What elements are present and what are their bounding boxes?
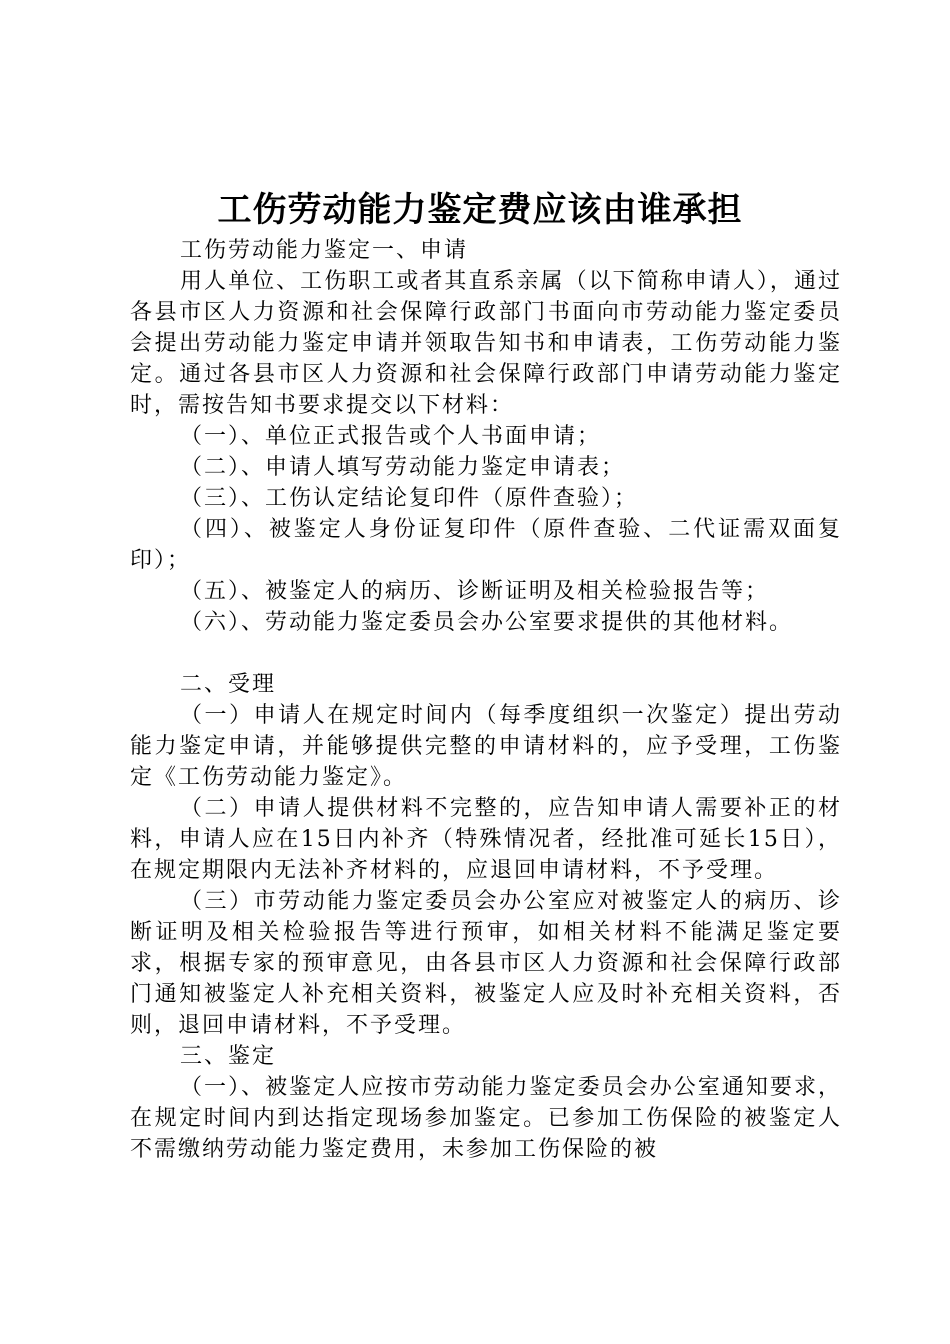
- section-heading-acceptance: 二、受理: [180, 672, 277, 697]
- list-item-6: （六）、劳动能力鉴定委员会办公室要求提供的其他材料。: [180, 610, 794, 635]
- document-title: 工伤劳动能力鉴定费应该由谁承担: [217, 190, 743, 230]
- paragraph-spacer: [130, 638, 842, 669]
- section-heading-appraisal: 三、鉴定: [180, 1044, 277, 1069]
- paragraph-acceptance-1: （一）申请人在规定时间内（每季度组织一次鉴定）提出劳动能力鉴定申请，并能够提供完整的申请材料的，应予受理，工伤鉴定《工伤劳动能力鉴定》。: [130, 703, 842, 790]
- list-item-4: （四）、被鉴定人身份证复印件（原件查验、二代证需双面复印）；: [130, 517, 842, 573]
- paragraph-application: 用人单位、工伤职工或者其直系亲属（以下简称申请人），通过各县市区人力资源和社会保障行政部门书面向市劳动能力鉴定委员会提出劳动能力鉴定申请并领取告知书和申请表，工伤劳动能力鉴定。通过各县市区人力资源和社会保障行政部门申请劳动能力鉴定时，需按告知书要求提交以下材料：: [130, 269, 842, 418]
- list-item-3: （三）、工伤认定结论复印件（原件查验）；: [180, 486, 639, 511]
- list-item-1: （一）、单位正式报告或个人书面申请；: [180, 424, 602, 449]
- paragraph-appraisal-1: （一）、被鉴定人应按市劳动能力鉴定委员会办公室通知要求，在规定时间内到达指定现场参加鉴定。已参加工伤保险的被鉴定人不需缴纳劳动能力鉴定费用，未参加工伤保险的被: [130, 1075, 842, 1162]
- paragraph-acceptance-2: （二）申请人提供材料不完整的，应告知申请人需要补正的材料，申请人应在15日内补齐（特殊情况者，经批准可延长15日），在规定期限内无法补齐材料的，应退回申请材料，不予受理。: [130, 796, 842, 883]
- list-item-2: （二）、申请人填写劳动能力鉴定申请表；: [180, 455, 626, 480]
- document-body: [130, 235, 842, 1165]
- paragraph-heading-intro: 工伤劳动能力鉴定一、申请: [180, 238, 469, 263]
- list-item-5: （五）、被鉴定人的病历、诊断证明及相关检验报告等；: [180, 579, 770, 604]
- paragraph-acceptance-3: （三）市劳动能力鉴定委员会办公室应对被鉴定人的病历、诊断证明及相关检验报告等进行预审，如相关材料不能满足鉴定要求，根据专家的预审意见，由各县市区人力资源和社会保障行政部门通知被鉴定人补充相关资料，被鉴定人应及时补充相关资料，否则，退回申请材料，不予受理。: [130, 889, 842, 1038]
